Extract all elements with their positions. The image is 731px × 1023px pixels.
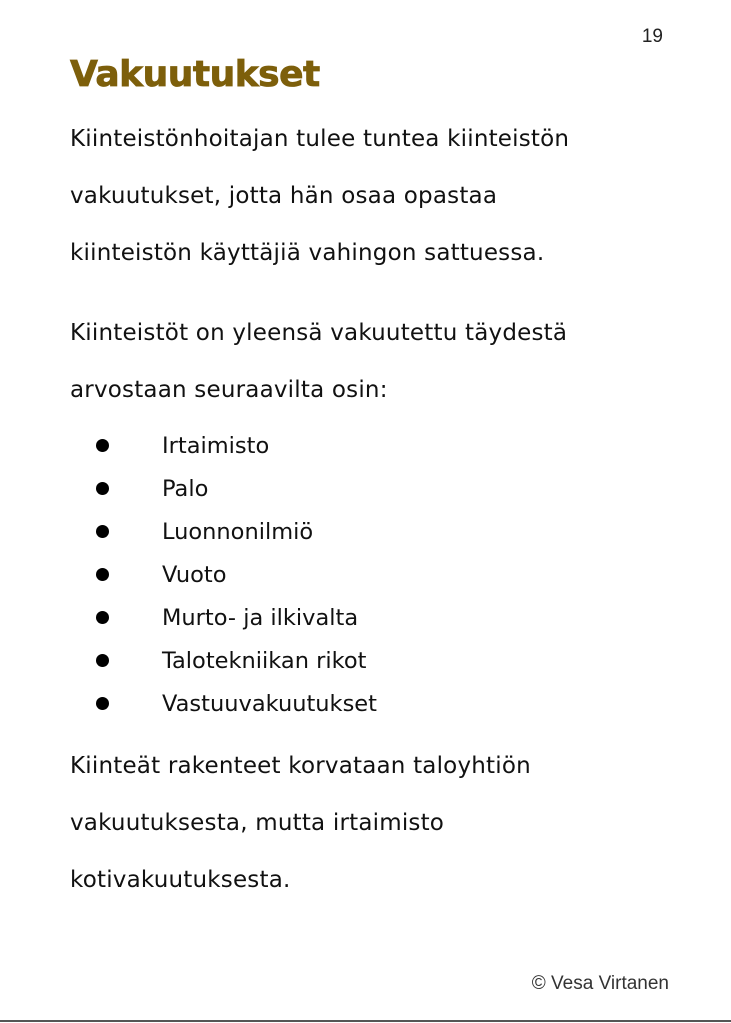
list-item [96, 553, 377, 596]
paragraph-line: kiinteistön käyttäjiä vahingon sattuessa. [70, 240, 545, 266]
list-item [96, 510, 377, 553]
list-item [96, 424, 377, 467]
bullet-icon [96, 654, 109, 667]
list-item-label: Palo [162, 475, 209, 502]
list-item-label: Talotekniikan rikot [162, 647, 367, 674]
copyright-credit: © Vesa Virtanen [531, 973, 669, 994]
coverage-list [96, 424, 377, 725]
page-number: 19 [641, 26, 663, 47]
list-item [96, 596, 377, 639]
paragraph-line: Kiinteistönhoitajan tulee tuntea kiinteistön [70, 126, 570, 152]
coverage-paragraph [70, 305, 567, 419]
list-item [96, 467, 377, 510]
page-bottom-divider [0, 1020, 731, 1022]
bullet-icon [96, 568, 109, 581]
page-title: Vakuutukset [70, 54, 320, 95]
bullet-icon [96, 697, 109, 710]
list-item-label: Irtaimisto [162, 432, 270, 459]
paragraph-line: Kiinteistöt on yleensä vakuutettu täydestä [70, 320, 568, 346]
list-item-label: Murto- ja ilkivalta [162, 604, 359, 631]
paragraph-line: kotivakuutuksesta. [70, 867, 291, 893]
list-item [96, 639, 377, 682]
intro-paragraph [70, 111, 569, 282]
list-item [96, 682, 377, 725]
bullet-icon [96, 482, 109, 495]
bullet-icon [96, 439, 109, 452]
list-item-label: Vastuuvakuutukset [162, 690, 377, 717]
bullet-icon [96, 611, 109, 624]
paragraph-line: Kiinteät rakenteet korvataan taloyhtiön [70, 753, 531, 779]
paragraph-line: vakuutuksesta, mutta irtaimisto [70, 810, 445, 836]
closing-paragraph [70, 738, 531, 909]
paragraph-line: vakuutukset, jotta hän osaa opastaa [70, 183, 498, 209]
list-item-label: Luonnonilmiö [162, 518, 314, 545]
list-item-label: Vuoto [162, 561, 227, 588]
paragraph-line: arvostaan seuraavilta osin: [70, 377, 388, 403]
bullet-icon [96, 525, 109, 538]
